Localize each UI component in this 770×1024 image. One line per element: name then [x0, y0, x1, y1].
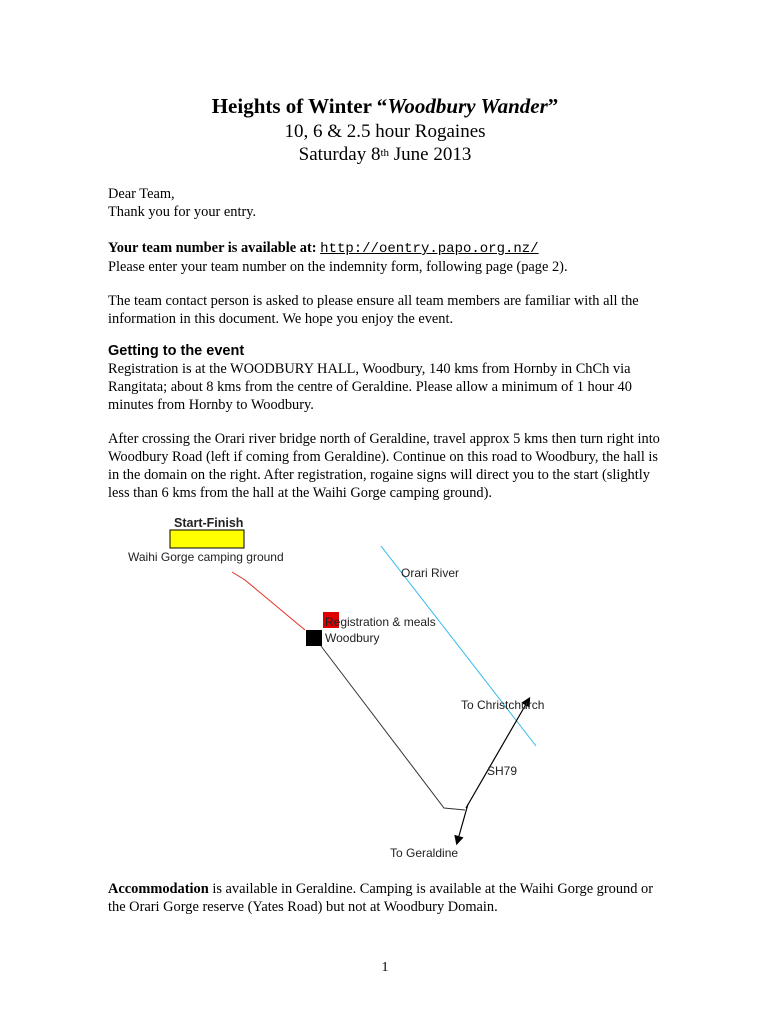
directions-paragraph: After crossing the Orari river bridge north of Geraldine, travel approx 5 kms then turn right into Woodbury Road (left if coming from Geraldine). Continue on this road to Woodbury, the hall is in the domain on the right. After registration, rogaine signs will direct you to the start (slightly less than 6 kms from the hall at the Waihi Gorge camping ground). [108, 431, 660, 501]
orari-river-label: Orari River [401, 566, 460, 580]
accommodation-text: is available in Geraldine. Camping is available at the Waihi Gorge ground or the Orari Gorge reserve (Yates Road) but not at Woodbury Domain. [108, 881, 654, 915]
woodbury-box [306, 630, 322, 646]
team-number-line [108, 239, 668, 258]
document-title [0, 93, 770, 119]
registration-label: Registration & meals [325, 615, 436, 629]
date-superscript: th [380, 147, 390, 159]
team-number-label: Your team number is available at: [108, 240, 321, 256]
geraldine-label: To Geraldine [390, 846, 459, 860]
greeting-line: Dear Team, [108, 186, 175, 202]
woodbury-label: Woodbury [325, 631, 380, 645]
accommodation-bold: Accommodation [108, 881, 209, 897]
event-subtitle: 10, 6 & 2.5 hour Rogaines [284, 121, 486, 142]
registration-paragraph: Registration is at the WOODBURY HALL, Woodbury, 140 kms from Hornby in ChCh via Rangitata; about 8 kms from the centre of Geraldine. Please allow a minimum of 1 hour 40 minutes from Hornby to Woodbury. [108, 361, 632, 413]
title-suffix: ” [547, 94, 559, 118]
section-heading: Getting to the event [108, 343, 245, 359]
start-finish-label: Start-Finish [174, 516, 244, 530]
camping-ground-label: Waihi Gorge camping ground [128, 550, 284, 564]
sh79-north [466, 699, 529, 808]
date-prefix: Saturday 8 [298, 144, 381, 165]
title-prefix: Heights of Winter “ [211, 94, 388, 118]
christchurch-label: To Christchurch [461, 698, 545, 712]
accommodation-paragraph [108, 880, 668, 916]
thanks-line: Thank you for your entry. [108, 204, 257, 220]
woodbury-road [321, 646, 465, 810]
date-suffix: June 2013 [389, 144, 472, 165]
start-finish-box [170, 530, 244, 548]
title-italic: Woodbury Wander [387, 94, 548, 118]
sh79-label: SH79 [487, 764, 518, 778]
location-map [0, 510, 770, 870]
greeting-block [108, 185, 668, 221]
team-number-block [108, 239, 668, 276]
contact-note: The team contact person is asked to please ensure all team members are familiar with all the information in this document. We hope you enjoy the event. [108, 293, 639, 327]
page-number: 1 [381, 960, 389, 975]
oentry-link[interactable]: http://oentry.papo.org.nz/ [320, 241, 539, 257]
team-number-instruction: Please enter your team number on the indemnity form, following page (page 2). [108, 259, 568, 275]
event-date [0, 143, 770, 167]
gorge-road [232, 572, 305, 630]
